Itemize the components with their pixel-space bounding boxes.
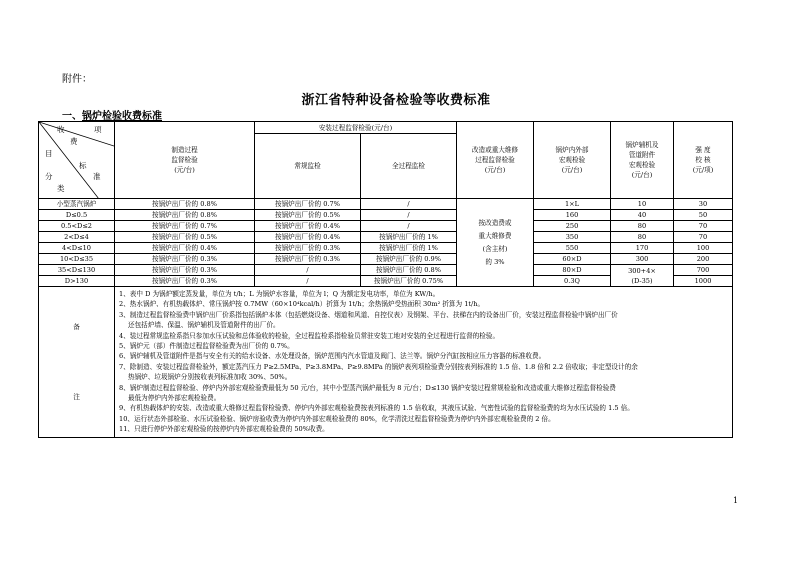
cell-install-full: 按锅炉出厂价的 1% — [361, 243, 457, 254]
corner-char: 收 — [57, 125, 65, 134]
corner-char: 类 — [57, 184, 65, 193]
cell-strength: 50 — [674, 210, 733, 221]
attachment-label: 附件： — [62, 74, 92, 85]
note-line: 11、只进行停炉外部宏观检验的按停炉内外部宏观检验费的 50%收费。 — [119, 425, 329, 434]
cell-install-regular: 按锅炉出厂价的 0.3% — [255, 243, 361, 254]
page-number: 1 — [733, 496, 739, 505]
cell-external: 1×L — [534, 199, 611, 210]
cell-external: 350 — [534, 232, 611, 243]
cell-install-regular: 按锅炉出厂价的 0.4% — [255, 221, 361, 232]
cell-manufacture: 按锅炉出厂价的 0.3% — [115, 254, 255, 265]
cell-strength: 700 — [674, 265, 733, 276]
header-install-regular: 常规监检 — [255, 134, 361, 199]
cell-manufacture: 按锅炉出厂价的 0.3% — [115, 265, 255, 276]
row-category: D>130 — [39, 276, 115, 287]
cell-external: 60×D — [534, 254, 611, 265]
cell-install-regular: / — [255, 265, 361, 276]
cell-manufacture: 按锅炉出厂价的 0.3% — [115, 276, 255, 287]
cell-external: 0.3Q — [534, 276, 611, 287]
cell-modify-merged: 按改造费或 重大维修费 (含主材) 的 3% — [457, 199, 534, 287]
note-line: 4、装过程常规监检系指只参加水压试验和总体验收的检验，全过程监检系指检验员常驻安装工地对安装的全过程进行监督的检验。 — [119, 331, 500, 340]
note-line: 10、运行状态外部检验、水压试验检验、锅炉房验收费为停炉内外部宏观检验费的 80%，化学清洗过程监督检验费为停炉内外部宏观检验费的 2 倍。 — [119, 414, 555, 423]
cell-install-full: 按锅炉出厂价的 0.8% — [361, 265, 457, 276]
note-line: 1、表中 D 为锅炉额定蒸发量，单位为 t/h；L 为锅炉水容量，单位为 l；Q 为额定发电功率，单位为 KW/h。 — [119, 290, 440, 298]
notes-label-cell — [39, 287, 115, 438]
notes-label-top: 备 — [73, 322, 80, 331]
cell-strength: 30 — [674, 199, 733, 210]
cell-install-full: 按锅炉出厂价的 0.75% — [361, 276, 457, 287]
cell-manufacture: 按锅炉出厂价的 0.5% — [115, 232, 255, 243]
cell-auxiliary: 300 — [611, 254, 674, 265]
page-title: 浙江省特种设备检验等收费标准 — [301, 93, 491, 108]
cell-install-regular: 按锅炉出厂价的 0.7% — [255, 199, 361, 210]
header-manufacture: 制造过程 监督检验 (元/台) — [115, 122, 255, 199]
row-category: 2<D≤4 — [39, 232, 115, 243]
cell-external: 160 — [534, 210, 611, 221]
corner-char: 项 — [94, 125, 102, 134]
cell-strength: 70 — [674, 221, 733, 232]
cell-auxiliary: 80 — [611, 221, 674, 232]
cell-external: 80×D — [534, 265, 611, 276]
note-line: 8、锅炉制造过程监督检验、停炉内外部宏观检验费最低为 50 元/台，其中小型蒸汽锅炉最低为 8 元/台；D≤130 锅炉安装过程常规检验和改造或重大维修过程监督检验费 — [119, 383, 616, 392]
diagonal-lines — [39, 122, 114, 198]
cell-install-regular: 按锅炉出厂价的 0.5% — [255, 210, 361, 221]
row-category: 35<D≤130 — [39, 265, 115, 276]
note-line: 6、锅炉辅机及管道附件是指与安全有关的给水设备、水处理设备，锅炉范围内汽水管道及阀门、法兰等。锅炉分汽缸按相应压力容器的标准收费。 — [119, 352, 546, 361]
notes-cell — [115, 287, 733, 438]
cell-strength: 200 — [674, 254, 733, 265]
cell-install-full: 按锅炉出厂价的 1% — [361, 232, 457, 243]
cell-auxiliary: 170 — [611, 243, 674, 254]
cell-external: 250 — [534, 221, 611, 232]
note-line: 9、有机热载体炉的安装、改造或重大维修过程监督检验费、停炉内外部宏观检验费按表列标准的 1.5 倍收取，其液压试验、气密性试验的监督检验费的均为水压试验的 1.5 倍。 — [119, 404, 634, 413]
corner-header-cell — [39, 122, 115, 199]
cell-install-full: 按锅炉出厂价的 0.9% — [361, 254, 457, 265]
header-strength: 强 度 校 核 (元/项) — [674, 122, 733, 199]
cell-manufacture: 按锅炉出厂价的 0.8% — [115, 210, 255, 221]
section-title — [62, 107, 162, 122]
cell-manufacture: 按锅炉出厂价的 0.8% — [115, 199, 255, 210]
corner-char: 分 — [45, 172, 53, 181]
cell-auxiliary: 80 — [611, 232, 674, 243]
note-line: 最低为停炉内外部宏观检验费。 — [128, 394, 221, 403]
cell-install-full: / — [361, 210, 457, 221]
corner-char: 准 — [93, 172, 101, 181]
row-category: 10<D≤35 — [39, 254, 115, 265]
corner-char: 目 — [45, 149, 53, 158]
cell-strength: 1000 — [674, 276, 733, 287]
cell-strength: 100 — [674, 243, 733, 254]
cell-install-full: / — [361, 199, 457, 210]
cell-strength: 70 — [674, 232, 733, 243]
note-line: 热锅炉、垃圾锅炉分别按收表列标准加收 30%、50%。 — [128, 373, 292, 382]
cell-install-full: / — [361, 221, 457, 232]
header-auxiliary: 锅炉辅机及 管道附件 宏观检验 (元/台) — [611, 122, 674, 199]
row-category: 0.5<D≤2 — [39, 221, 115, 232]
row-category: D≤0.5 — [39, 210, 115, 221]
note-line: 3、制造过程监督检验费中锅炉出厂价系指包括锅炉本体（包括燃烧设备、烟道和风道、自控仪表）及钢架、平台、扶梯在内的设备出厂价，安装过程监督检验中锅炉出厂价 — [119, 310, 618, 319]
cell-auxiliary: 40 — [611, 210, 674, 221]
row-category: 4<D≤10 — [39, 243, 115, 254]
cell-auxiliary: 10 — [611, 199, 674, 210]
row-category: 小型蒸汽锅炉 — [39, 199, 115, 210]
note-line: 5、锅炉元（部）件制造过程监督检验费为出厂价的 0.7%。 — [119, 342, 294, 351]
fee-table — [38, 121, 733, 438]
corner-char: 标 — [79, 161, 87, 170]
cell-manufacture: 按锅炉出厂价的 0.7% — [115, 221, 255, 232]
cell-install-regular: / — [255, 276, 361, 287]
header-install-full: 全过程监检 — [361, 134, 457, 199]
note-line: 2、热水锅炉、有机热载体炉、常压锅炉按 0.7MW（60×10⁴kcal/h）折算为 1t/h；余热锅炉受热面积 30m² 折算为 1t/h。 — [119, 300, 485, 309]
cell-install-regular: 按锅炉出厂价的 0.3% — [255, 254, 361, 265]
header-external: 锅炉内外部 宏观检验 (元/台) — [534, 122, 611, 199]
header-modify: 改造或重大维修 过程监督检验 (元/台) — [457, 122, 534, 199]
cell-external: 550 — [534, 243, 611, 254]
corner-char: 费 — [70, 137, 78, 146]
section-text: 锅炉检验收费标准 — [82, 111, 162, 122]
section-prefix: 一、 — [62, 111, 82, 122]
cell-auxiliary-merged: 300+4× (D-35) — [611, 265, 674, 287]
cell-manufacture: 按锅炉出厂价的 0.4% — [115, 243, 255, 254]
note-line: 还包括炉墙、保温、锅炉辅机及管道附件的出厂价。 — [128, 321, 280, 330]
cell-install-regular: 按锅炉出厂价的 0.4% — [255, 232, 361, 243]
note-line: 7、除制造、安装过程监督检验外，额定蒸汽压力 P≥2.5MPa、P≥3.8MPa、P≥9.8MPa 的锅炉表列项检验费分别按表列标准的 1.5 倍、1.8 倍和 2.2 倍收取；非定型设计的余 — [119, 362, 638, 371]
header-install-group: 安装过程监督检验(元/台) — [255, 122, 457, 134]
notes-label-bottom: 注 — [73, 392, 80, 401]
